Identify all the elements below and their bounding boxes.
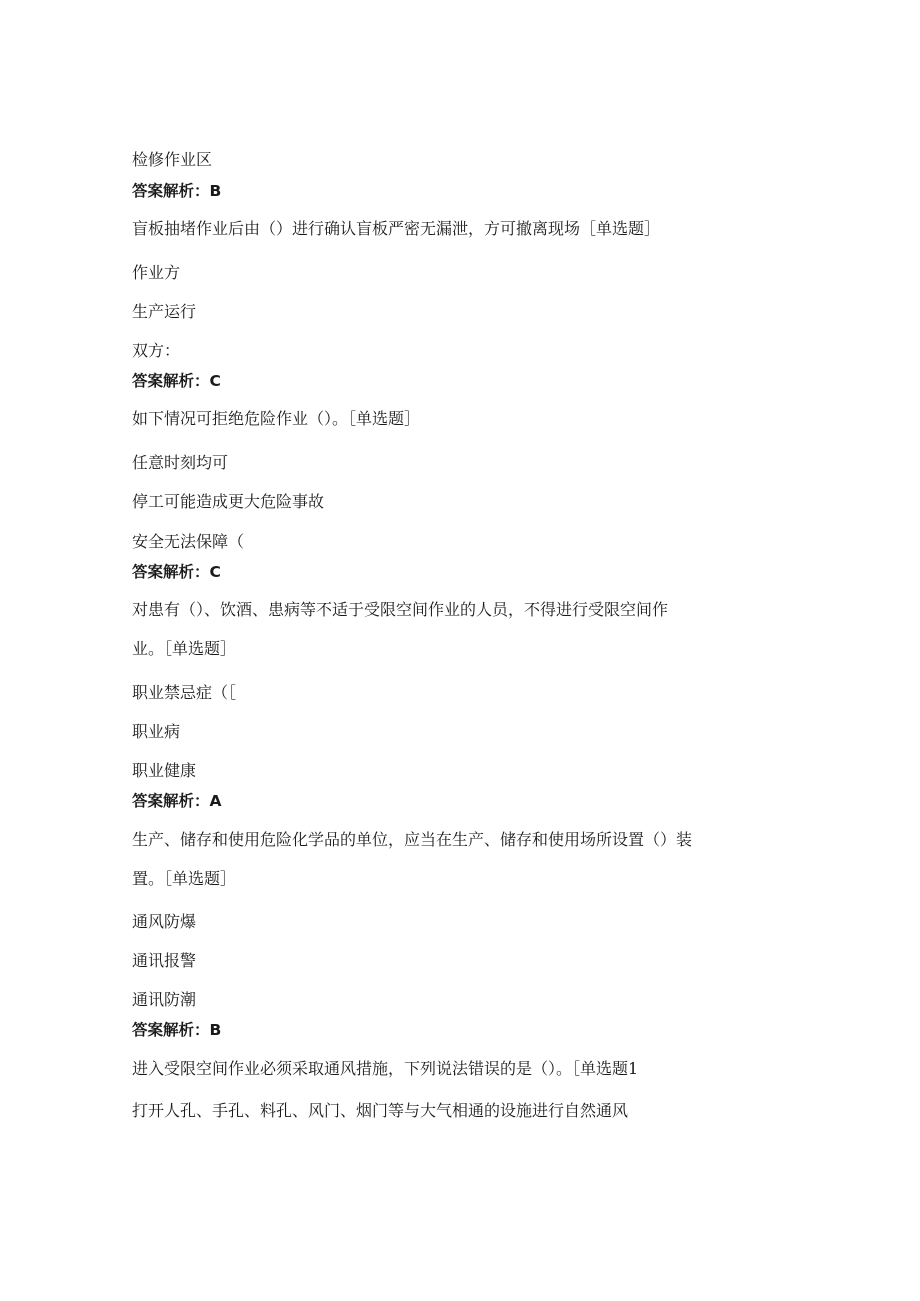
option-text: 通讯防潮 xyxy=(132,990,197,1009)
answer-line: 答案解析：A xyxy=(132,792,222,810)
option-text: 通风防爆 xyxy=(132,912,197,931)
option-text: 安全无法保障（ xyxy=(132,532,245,551)
option-text: 通讯报警 xyxy=(132,951,197,970)
option-text: 职业健康 xyxy=(132,761,197,780)
question-text: 业。［单选题］ xyxy=(132,639,237,658)
option-text: 任意时刻均可 xyxy=(132,453,229,472)
question-text: 进入受限空间作业必须采取通风措施，下列说法错误的是（）。［单选题1 xyxy=(132,1059,639,1078)
answer-line: 答案解析：B xyxy=(132,182,222,200)
option-text: 职业病 xyxy=(132,722,181,741)
option-text: 双方： xyxy=(132,341,181,360)
question-text: 盲板抽堵作业后由（）进行确认盲板严密无漏泄，方可撤离现场［单选题］ xyxy=(132,219,661,238)
option-text: 生产运行 xyxy=(132,302,197,321)
question-text: 生产、储存和使用危险化学品的单位，应当在生产、储存和使用场所设置（）装 xyxy=(132,830,693,849)
option-text: 停工可能造成更大危险事故 xyxy=(132,492,325,511)
answer-line: 答案解析：C xyxy=(132,372,221,390)
option-text: 职业禁忌症（［ xyxy=(132,683,237,702)
option-text: 检修作业区 xyxy=(132,150,213,169)
option-text: 作业方 xyxy=(132,263,181,282)
answer-line: 答案解析：B xyxy=(132,1021,222,1039)
option-text: 打开人孔、手孔、料孔、风门、烟门等与大气相通的设施进行自然通风 xyxy=(132,1101,629,1120)
answer-line: 答案解析：C xyxy=(132,563,221,581)
question-text: 置。［单选题］ xyxy=(132,869,237,888)
question-text: 对患有（）、饮酒、患病等不适于受限空间作业的人员，不得进行受限空间作 xyxy=(132,600,669,619)
question-text: 如下情况可拒绝危险作业（）。［单选题］ xyxy=(132,409,421,428)
